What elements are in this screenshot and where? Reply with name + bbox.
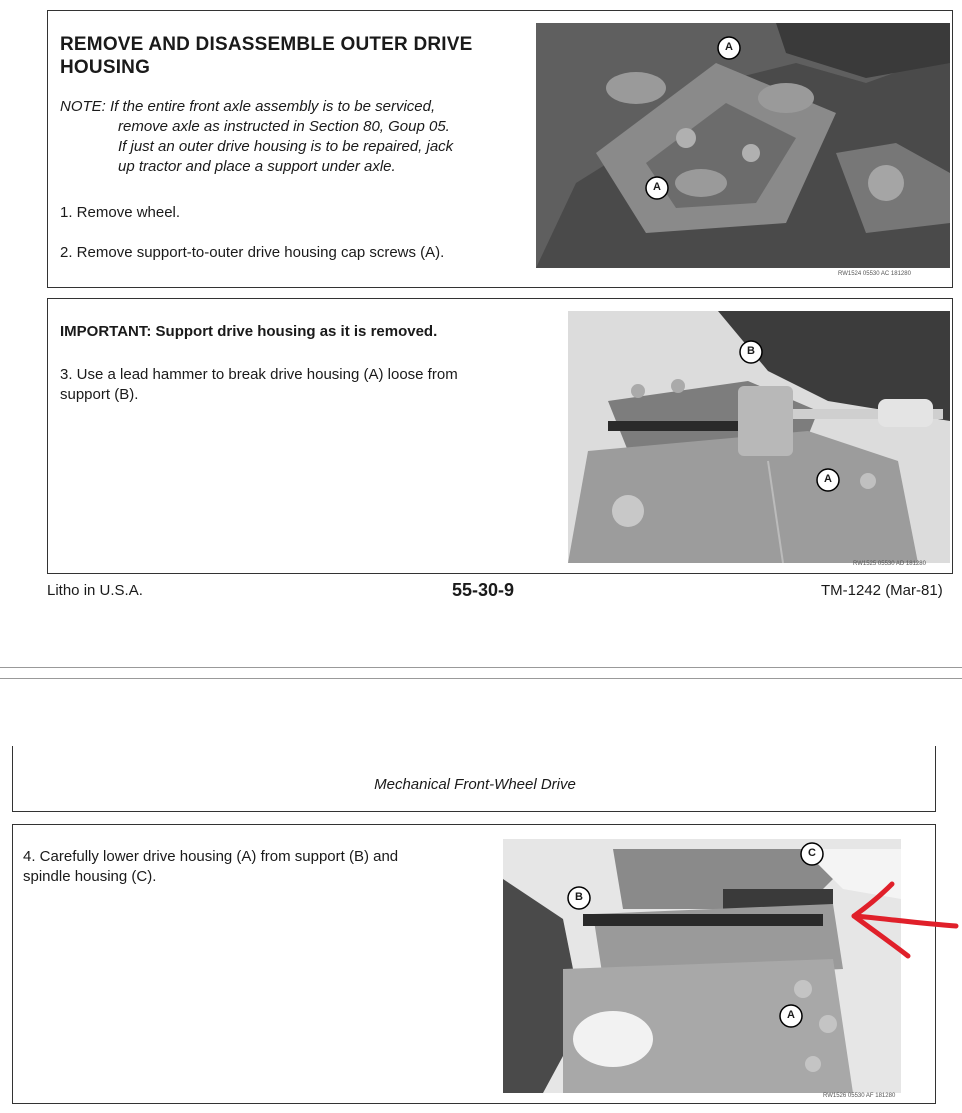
callout-a: [716, 35, 742, 61]
step-2: 2. Remove support-to-outer drive housing cap screws (A).: [60, 244, 445, 261]
step-1: 1. Remove wheel.: [60, 204, 181, 221]
page-separator: [0, 678, 962, 679]
step-line: 4. Carefully lower drive housing (A) from support (B) and: [23, 848, 399, 865]
callout-letter: B: [575, 891, 583, 903]
photo-illustration: [536, 23, 950, 268]
footer-tm-number: TM-1242 (Mar-81): [821, 582, 943, 599]
footer-litho: Litho in U.S.A.: [47, 582, 143, 599]
photo-caption: RW1525 05530 AD 181280: [853, 561, 926, 567]
callout-letter: A: [653, 181, 661, 193]
page-number: 55-30-9: [452, 580, 515, 600]
running-head-box: [12, 746, 936, 812]
callout-a: [815, 467, 841, 493]
heading-line: HOUSING: [60, 57, 151, 78]
section-box-2: [47, 298, 953, 574]
note-line: up tractor and place a support under axle.: [118, 158, 396, 175]
photo-cap-screws: [536, 23, 950, 268]
callout-letter: A: [824, 473, 832, 485]
step-3: [60, 365, 458, 405]
section-box-3: [12, 824, 936, 1104]
photo-caption: RW1524 05530 AC 181280: [838, 271, 911, 277]
step-line: 3. Use a lead hammer to break drive housing (A) loose from: [60, 366, 458, 383]
photo-lower-housing: [503, 839, 901, 1093]
section-box-1: [47, 10, 953, 288]
callout-letter: B: [747, 345, 755, 357]
note-line: If just an outer drive housing is to be repaired, jack: [118, 138, 454, 155]
note-text: [60, 97, 453, 177]
callout-a: [644, 175, 670, 201]
note-line: NOTE: If the entire front axle assembly is to be serviced,: [60, 98, 436, 115]
note-line: remove axle as instructed in Section 80, Goup 05.: [118, 118, 450, 135]
callout-letter: A: [725, 41, 733, 53]
step-line: support (B).: [60, 386, 139, 403]
callout-letter: C: [808, 847, 816, 859]
callout-c: [799, 841, 825, 867]
heading-line: REMOVE AND DISASSEMBLE OUTER DRIVE: [60, 34, 473, 55]
photo-caption: RW1526 05530 AF 181280: [823, 1093, 896, 1099]
step-line: spindle housing (C).: [23, 868, 157, 885]
photo-illustration: [503, 839, 901, 1093]
callout-letter: A: [787, 1009, 795, 1021]
page-separator: [0, 667, 962, 668]
callout-b: [738, 339, 764, 365]
callout-a: [778, 1003, 804, 1029]
step-4: [23, 847, 398, 887]
section-heading: [60, 33, 473, 79]
important-note: IMPORTANT: Support drive housing as it is removed.: [60, 323, 438, 340]
running-head: Mechanical Front-Wheel Drive: [374, 776, 576, 793]
red-arrow-annotation: [846, 880, 960, 960]
callout-b: [566, 885, 592, 911]
